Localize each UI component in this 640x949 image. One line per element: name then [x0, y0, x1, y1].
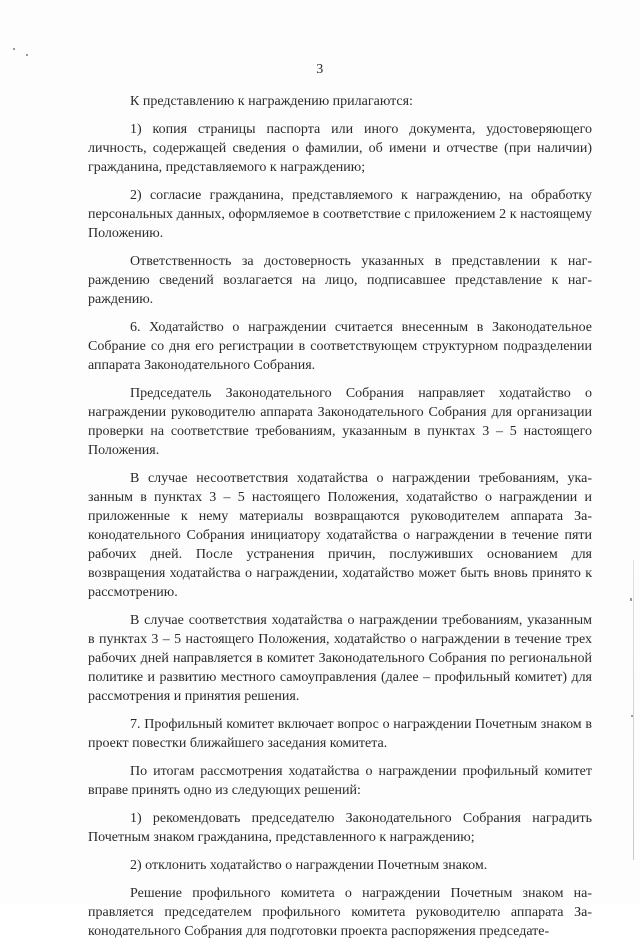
paragraph-compliance: В случае соответствия ходатайства о награждении требованиям, указанным в пунктах 3 – 5 настоящего Положения, ходатайство о награждении в течение трех рабочих дней направляется в комитет Законодательного Собрания по региональной политике и развитию местного самоуправления (далее – профильный комитет) для рассмотрения и принятия решения. [88, 613, 592, 704]
page-number: 3 [316, 62, 324, 77]
paragraph-attachment-passport: 1) копия страницы паспорта или иного документа, удостоверяющего личность, содержащей сведения о фамилии, об имени и отчестве (при наличии) гражданина, представляемого к награждению; [88, 122, 592, 175]
scan-speck [630, 598, 632, 601]
paragraph-attachments-intro: К представлению к награждению прилагаются: [130, 94, 413, 109]
paragraph-attachment-consent: 2) согласие гражданина, представляемого к награждению, на обработку персональных данных, оформляемое в соответствие с приложением 2 к настоящему Положению. [88, 188, 592, 241]
paragraph-noncompliance: В случае несоответствия ходатайства о награждении требованиям, указанным в пунктах 3 – 5 настоящего Положения, ходатайство о награждении и приложенные к нему материалы возвращаются руководителем аппарата Законодательного Собрания инициатору ходатайства о награждении в течение пяти рабочих дней. После устранения причин, послуживших основанием для возвращения ходатайства о награждении, ходатайство может быть вновь принято к рассмотрению. [88, 471, 592, 600]
scan-edge [633, 560, 634, 860]
paragraph-chairman-review: Председатель Законодательного Собрания направляет ходатайство о награждении руководителю аппарата Законодательного Собрания для организации проверки на соответствие требованиям, указанным в пунктах 3 – 5 настоящего Положения. [88, 386, 592, 458]
body-text [88, 92, 592, 949]
paragraph-decision-reject: 2) отклонить ходатайство о награждении Почетным знаком. [130, 858, 488, 873]
paragraph-item-7: 7. Профильный комитет включает вопрос о награждении Почетным знаком в проект повестки ближайшего заседания комитета. [88, 717, 592, 751]
paragraph-decision-forwarding: Решение профильного комитета о награждении Почетным знаком направляется председателем профильного комитета руководителю аппарата Законодательного Собрания для подготовки проекта распоряжения председате- [88, 886, 592, 939]
paragraph-decision-recommend: 1) рекомендовать председателю Законодательного Собрания наградить Почетным знаком гражданина, представленного к награждению; [88, 811, 592, 845]
scan-speck [26, 54, 28, 56]
paragraph-responsibility: Ответственность за достоверность указанных в представлении к награждению сведений возлагается на лицо, подписавшее представление к награждению. [88, 254, 592, 307]
scan-speck [13, 48, 15, 50]
paragraph-item-6: 6. Ходатайство о награждении считается внесенным в Законодательное Собрание со дня его регистрации в соответствующем структурном подразделении аппарата Законодательного Собрания. [88, 320, 592, 373]
paragraph-decisions-intro: По итогам рассмотрения ходатайства о награждении профильный комитет вправе принять одно из следующих решений: [88, 764, 592, 798]
